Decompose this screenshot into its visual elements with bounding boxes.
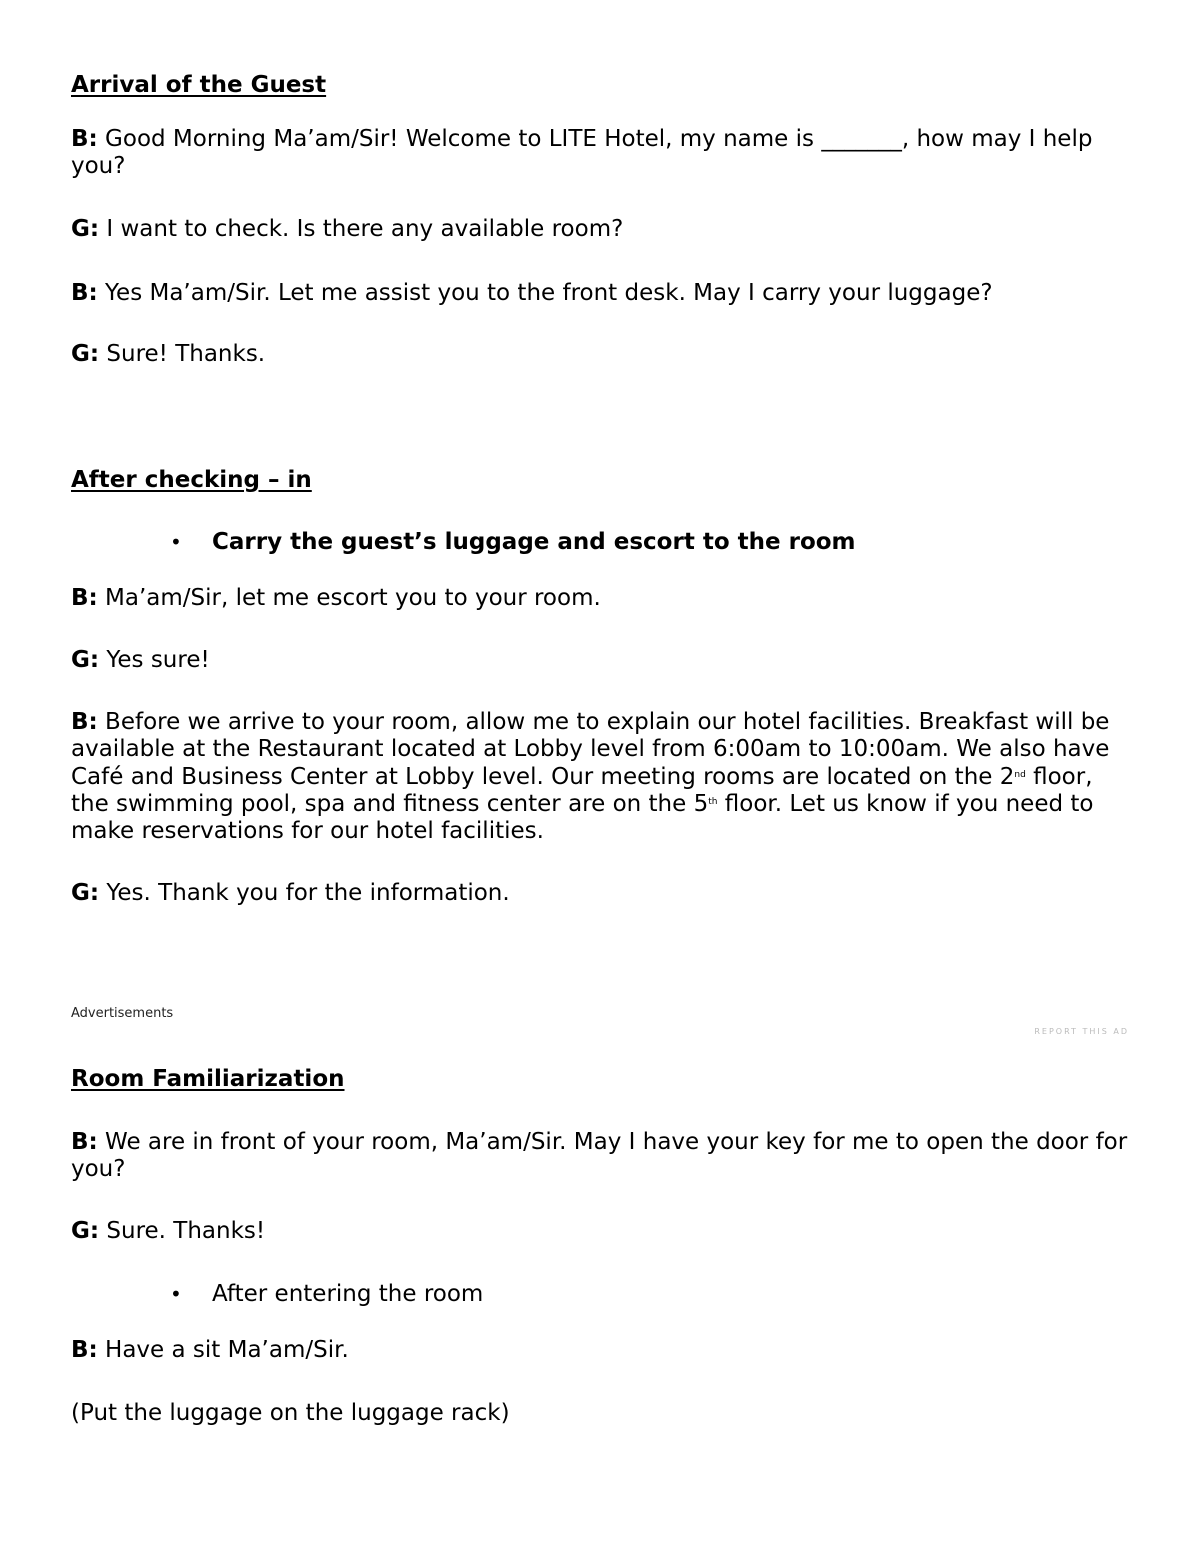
dialogue-line [71, 585, 1136, 612]
speaker-label: G: [71, 216, 100, 242]
bullet-text: Carry the guest’s luggage and escort to the room [212, 529, 856, 555]
bullet-item [170, 529, 856, 556]
dialogue-text: Good Morning Ma’am/Sir! Welcome to LITE Hotel, my name is _______, how may I help you? [71, 126, 1093, 179]
speaker-label: B: [71, 585, 98, 611]
dialogue-text: Yes. Thank you for the information. [99, 880, 510, 906]
dialogue-line [71, 126, 1136, 180]
dialogue-text: floor, the swimming pool, spa and fitness center are on the 5 [71, 763, 1093, 817]
speaker-label: B: [71, 126, 98, 152]
dialogue-line [71, 647, 1136, 674]
dialogue-text: Before we arrive to your room, allow me to explain our hotel facilities. Breakfast will be available at the Restaurant located at Lobby level from 6:00am to 10:00am. We also have Café and Business Center at Lobby level. Our meeting rooms are located on the 2 [71, 709, 1110, 790]
bullet-icon: • [170, 1282, 182, 1306]
dialogue-line [71, 1129, 1136, 1183]
report-ad-link[interactable]: REPORT THIS AD [1034, 1027, 1129, 1036]
speaker-label: G: [71, 880, 100, 906]
dialogue-line [71, 1337, 1136, 1364]
speaker-label: G: [71, 341, 100, 367]
speaker-label: B: [71, 1129, 98, 1155]
dialogue-line [71, 216, 1136, 243]
advertisement-label: Advertisements [71, 1006, 174, 1021]
dialogue-line [71, 1218, 1136, 1245]
dialogue-text: floor. Let us know if you need to make reservations for our hotel facilities. [71, 790, 1094, 845]
dialogue-line [71, 280, 1136, 307]
bullet-icon: • [170, 530, 182, 554]
dialogue-text: Ma’am/Sir, let me escort you to your room. [97, 585, 601, 611]
ordinal-suffix: nd [1014, 769, 1026, 780]
speaker-label: B: [71, 709, 98, 735]
speaker-label: G: [71, 1218, 100, 1244]
dialogue-text: Sure! Thanks. [99, 341, 266, 367]
speaker-label: B: [71, 280, 98, 306]
dialogue-line [71, 341, 1136, 368]
heading-room-familiarization: Room Familiarization [71, 1066, 345, 1092]
dialogue-text: Have a sit Ma’am/Sir. [97, 1337, 349, 1363]
heading-arrival: Arrival of the Guest [71, 72, 327, 98]
stage-note: (Put the luggage on the luggage rack) [71, 1400, 510, 1426]
dialogue-text: Yes sure! [99, 647, 210, 673]
dialogue-text: Yes Ma’am/Sir. Let me assist you to the front desk. May I carry your luggage? [97, 280, 993, 306]
ordinal-suffix: th [708, 796, 718, 807]
dialogue-line [71, 880, 1136, 907]
dialogue-text: I want to check. Is there any available room? [99, 216, 624, 242]
bullet-item [170, 1281, 483, 1308]
dialogue-text: Sure. Thanks! [99, 1218, 266, 1244]
speaker-label: B: [71, 1337, 98, 1363]
bullet-text: After entering the room [212, 1281, 484, 1307]
dialogue-text: We are in front of your room, Ma’am/Sir. May I have your key for me to open the door for you? [71, 1129, 1128, 1182]
heading-after-checkin: After checking – in [71, 467, 312, 493]
speaker-label: G: [71, 647, 100, 673]
dialogue-paragraph-facilities [71, 709, 1136, 845]
